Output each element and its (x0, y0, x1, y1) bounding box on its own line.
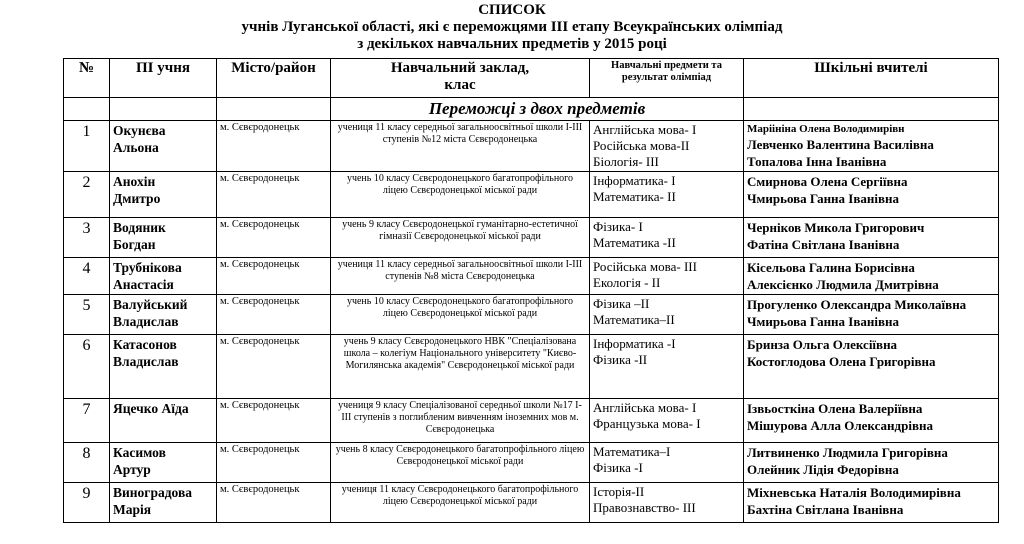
teacher-name: Міхневська Наталія Володимирівна (747, 485, 961, 500)
table-row (64, 335, 999, 399)
teacher-name: Литвиненко Людмила Григорівна (747, 445, 948, 460)
school-teachers (744, 335, 999, 399)
header-school (331, 59, 590, 98)
school-class: учениця 11 класу середньої загальноосвітньої школи І-ІІІ ступенів №12 міста Сєвєродонецька (331, 121, 590, 172)
subject-result: Екологія - ІІ (593, 275, 661, 290)
school-class: учень 8 класу Сєвєродонецького багатопрофільного ліцею Сєвєродонецької міської ради (331, 443, 590, 483)
city-district: м. Сєвєродонецьк (217, 483, 331, 523)
city-district: м. Сєвєродонецьк (217, 258, 331, 295)
student-name (110, 258, 217, 295)
school-teachers (744, 172, 999, 218)
subject-result: Інформатика -І (593, 336, 676, 351)
table-row (64, 399, 999, 443)
city-district: м. Сєвєродонецьк (217, 172, 331, 218)
row-number: 7 (64, 399, 110, 443)
teacher-name: Ізвьосткіна Олена Валеріївна (747, 401, 923, 416)
school-teachers (744, 258, 999, 295)
city-district: м. Сєвєродонецьк (217, 399, 331, 443)
city-district: м. Сєвєродонецьк (217, 335, 331, 399)
subject-result: Французька мова- І (593, 416, 701, 431)
student-name-line: Валуйський (113, 297, 188, 312)
section-row (64, 98, 999, 121)
subjects-results (590, 218, 744, 258)
teacher-name: Костоглодова Олена Григорівна (747, 354, 936, 369)
header-school-line-2: клас (444, 77, 476, 93)
header-num: № (64, 59, 110, 98)
table-row (64, 295, 999, 335)
header-school-line-1: Навчальний заклад, (390, 60, 530, 76)
teacher-name: Бринза Ольга Олексіївна (747, 337, 898, 352)
subjects-results (590, 295, 744, 335)
header-subjects-line-1: Навчальні предмети та (611, 60, 722, 71)
section-empty-cell (744, 98, 999, 121)
subject-result: Математика–ІІ (593, 312, 675, 327)
teacher-name: Маріініна Олена Володимирівн (747, 123, 905, 135)
student-name-line: Дмитро (113, 191, 161, 206)
teacher-name: Бахтіна Світлана Іванівна (747, 502, 904, 517)
subjects-results (590, 335, 744, 399)
subject-result: Математика–І (593, 444, 671, 459)
school-teachers (744, 218, 999, 258)
table-row (64, 443, 999, 483)
school-class: учениця 11 класу Сєвєродонецького багатопрофільного ліцею Сєвєродонецької міської ради (331, 483, 590, 523)
row-number: 2 (64, 172, 110, 218)
table-row (64, 258, 999, 295)
title-line-3: з декількох навчальних предметів у 2015 році (357, 36, 667, 52)
school-class: учень 9 класу Сєвєродонецької гуманітарно-естетичної гімназії Сєвєродонецької міської ради (331, 218, 590, 258)
header-city: Місто/район (217, 59, 331, 98)
header-name: ПІ учня (110, 59, 217, 98)
subject-result: Англійська мова- І (593, 122, 697, 137)
teacher-name: Левченко Валентина Василівна (747, 137, 934, 152)
teacher-name: Мішурова Алла Олександрівна (747, 418, 933, 433)
subject-result: Правознавство- ІІІ (593, 500, 696, 515)
student-name-line: Яцечко Аїда (113, 401, 189, 416)
school-teachers (744, 483, 999, 523)
school-class: учень 9 класу Сєвєродонецького НВК "Спеціалізована школа – колегіум Національного університету "Києво-Могилянська академія" Сєвєродонецької міської ради (331, 335, 590, 399)
section-title: Переможці з двох предметів (331, 98, 744, 121)
subjects-results (590, 258, 744, 295)
city-district: м. Сєвєродонецьк (217, 121, 331, 172)
student-name (110, 172, 217, 218)
teacher-name: Прогуленко Олександра Миколаївна (747, 297, 967, 312)
teacher-name: Чмирьова Ганна Іванівна (747, 191, 899, 206)
subject-result: Інформатика- І (593, 173, 676, 188)
subjects-results (590, 443, 744, 483)
subjects-results (590, 121, 744, 172)
row-number: 6 (64, 335, 110, 399)
subject-result: Математика- ІІ (593, 189, 676, 204)
student-name (110, 335, 217, 399)
subject-result: Російська мова-ІІ (593, 138, 690, 153)
subject-result: Біологія- ІІІ (593, 154, 659, 169)
school-class: учень 10 класу Сєвєродонецького багатопрофільного ліцею Сєвєродонецької міської ради (331, 295, 590, 335)
student-name (110, 295, 217, 335)
city-district: м. Сєвєродонецьк (217, 218, 331, 258)
student-name (110, 399, 217, 443)
city-district: м. Сєвєродонецьк (217, 443, 331, 483)
school-teachers (744, 399, 999, 443)
school-class: учениця 9 класу Спеціалізованої середньої школи №17 І-ІІІ ступенів з поглибленим вивченням іноземних мов м. Сєвєродонецька (331, 399, 590, 443)
section-empty-cell (64, 98, 110, 121)
subject-result: Фізика -І (593, 460, 643, 475)
table-row (64, 121, 999, 172)
teacher-name: Топалова Інна Іванівна (747, 154, 887, 169)
row-number: 4 (64, 258, 110, 295)
student-name-line: Артур (113, 462, 151, 477)
subjects-results (590, 483, 744, 523)
row-number: 1 (64, 121, 110, 172)
winners-table (63, 58, 999, 523)
row-number: 9 (64, 483, 110, 523)
teacher-name: Фатіна Світлана Іванівна (747, 237, 900, 252)
table-row (64, 172, 999, 218)
subjects-results (590, 399, 744, 443)
student-name-line: Катасонов (113, 337, 177, 352)
subject-result: Англійська мова- І (593, 400, 697, 415)
student-name (110, 121, 217, 172)
school-teachers (744, 295, 999, 335)
student-name-line: Водяник (113, 220, 166, 235)
section-empty-cell (217, 98, 331, 121)
school-class: учень 10 класу Сєвєродонецького багатопрофільного ліцею Сєвєродонецької міської ради (331, 172, 590, 218)
subjects-results (590, 172, 744, 218)
student-name-line: Окунєва (113, 123, 166, 138)
subject-result: Математика -ІІ (593, 235, 676, 250)
row-number: 3 (64, 218, 110, 258)
teacher-name: Олейник Лідія Федорівна (747, 462, 899, 477)
student-name-line: Касимов (113, 445, 166, 460)
teacher-name: Чмирьова Ганна Іванівна (747, 314, 899, 329)
subject-result: Історія-ІІ (593, 484, 645, 499)
student-name-line: Анохін (113, 174, 156, 189)
student-name (110, 443, 217, 483)
city-district: м. Сєвєродонецьк (217, 295, 331, 335)
student-name-line: Богдан (113, 237, 156, 252)
table-row (64, 483, 999, 523)
subject-result: Фізика- І (593, 219, 643, 234)
section-empty-cell (110, 98, 217, 121)
subject-result: Фізика –ІІ (593, 296, 650, 311)
student-name-line: Альона (113, 140, 159, 155)
title-line-1: СПИСОК (478, 2, 546, 18)
school-teachers (744, 443, 999, 483)
student-name-line: Трубнікова (113, 260, 182, 275)
table-row (64, 218, 999, 258)
header-subjects-line-2: результат олімпіад (621, 72, 712, 83)
title-line-2: учнів Луганської області, які є переможцями ІІІ етапу Всеукраїнських олімпіад (241, 19, 783, 35)
student-name-line: Виноградова (113, 485, 192, 500)
student-name (110, 483, 217, 523)
student-name (110, 218, 217, 258)
row-number: 8 (64, 443, 110, 483)
header-teachers: Шкільні вчителі (744, 59, 999, 98)
student-name-line: Марія (113, 502, 152, 517)
teacher-name: Кісельова Галина Борисівна (747, 260, 915, 275)
subject-result: Фізика -ІІ (593, 352, 648, 367)
document-title (0, 2, 1024, 53)
student-name-line: Владислав (113, 354, 179, 369)
subject-result: Російська мова- ІІІ (593, 259, 697, 274)
teacher-name: Смирнова Олена Сергіївна (747, 174, 908, 189)
student-name-line: Анастасія (113, 277, 174, 292)
student-name-line: Владислав (113, 314, 179, 329)
table-header-row (64, 59, 999, 98)
teacher-name: Алексієнко Людмила Дмитрівна (747, 277, 939, 292)
row-number: 5 (64, 295, 110, 335)
school-class: учениця 11 класу середньої загальноосвітньої школи І-ІІІ ступенів №8 міста Сєвєродонецька (331, 258, 590, 295)
teacher-name: Черніков Микола Григорович (747, 220, 925, 235)
header-subjects (590, 59, 744, 98)
school-teachers (744, 121, 999, 172)
